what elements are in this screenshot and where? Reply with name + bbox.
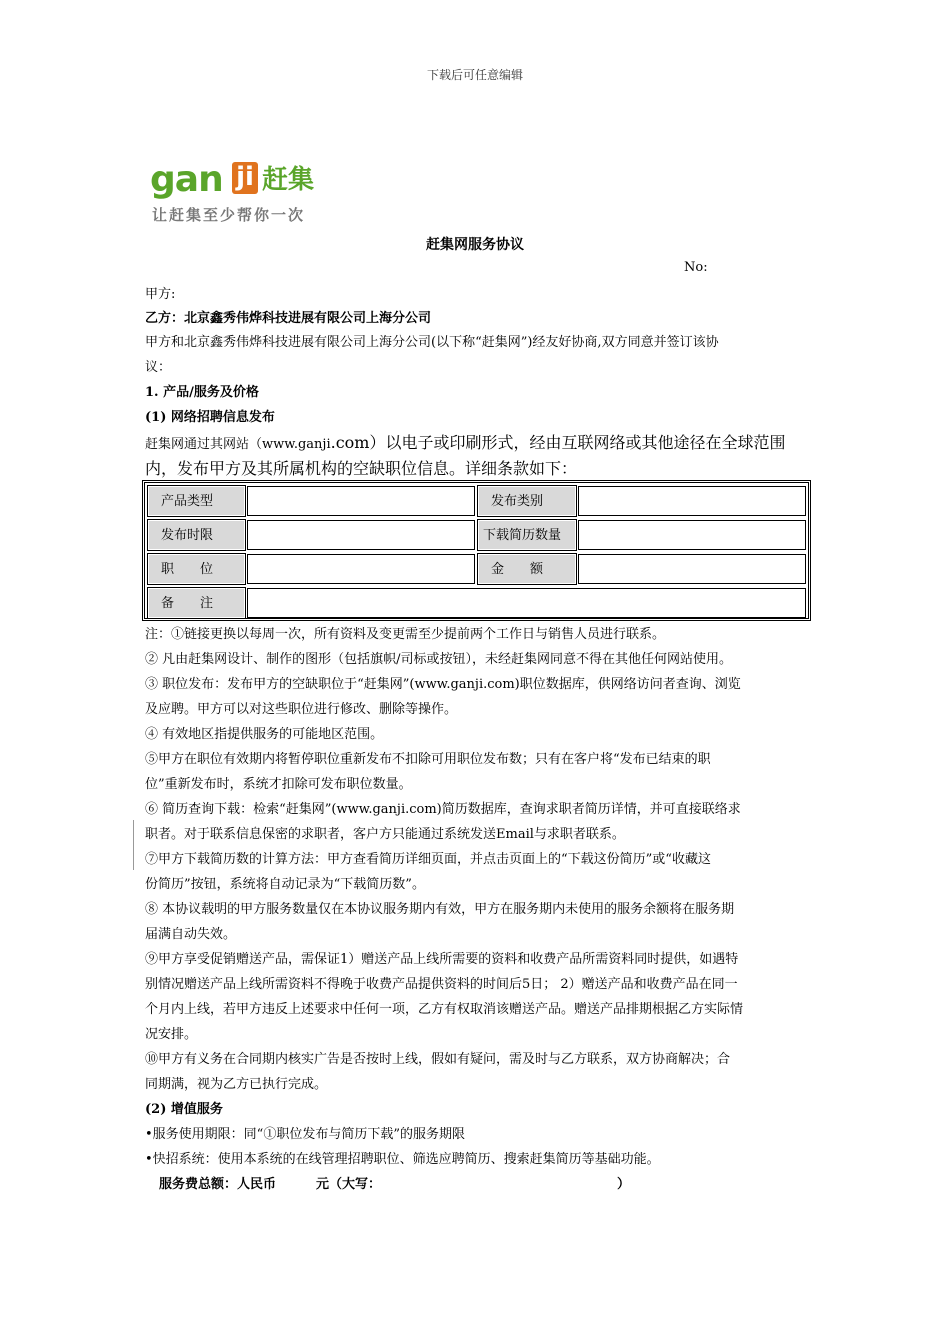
description-part-b: .com）以电子或印刷形式，经由互联网络或其他途径在全球范围 (330, 433, 786, 452)
logo-chinese: 赶集 (262, 165, 315, 195)
note-line: ⑩甲方有义务在合同期内核实广告是否按时上线，假如有疑问，需及时与乙方联系，双方协商解决；合 (145, 1052, 731, 1067)
input-publish-category[interactable] (578, 486, 806, 516)
note-line: 注：①链接更换以每周一次，所有资料及变更需至少提前两个工作日与销售人员进行联系。 (145, 627, 666, 642)
job-posting-table (142, 480, 811, 621)
note-line: ⑤甲方在职位有效期内将暂停职位重新发布不扣除可用职位发布数；只有在客户将“发布已结束的职 (145, 752, 711, 767)
logo-slogan: 让赶集至少帮你一次 (152, 206, 306, 224)
description-part-a: 赶集网通过其网站（www.ganji (145, 437, 331, 452)
input-publish-time[interactable] (247, 520, 475, 550)
intro-line-2: 议： (145, 360, 172, 375)
note-line: 职者。对于联系信息保密的求职者，客户方只能通过系统发送Email与求职者联系。 (145, 827, 625, 842)
intro-line-1: 甲方和北京鑫秀伟烨科技进展有限公司上海分公司(以下称“赶集网”)经友好协商,双方同意并签订该协 (145, 335, 719, 350)
document-title: 赶集网服务协议 (426, 237, 524, 253)
input-position[interactable] (247, 554, 475, 584)
section-2-heading: (2) 增值服务 (145, 1102, 223, 1117)
note-line: 届满自动失效。 (145, 927, 237, 942)
service-item: •快招系统：使用本系统的在线管理招聘职位、筛选应聘简历、搜索赶集简历等基础功能。 (145, 1152, 660, 1167)
logo-wordmark: gan (150, 159, 223, 200)
note-line: ② 凡由赶集网设计、制作的图形（包括旗帜/司标或按钮），未经赶集网同意不得在其他任何网站使用。 (145, 652, 733, 667)
fee-label: 服务费总额：人民币 (159, 1177, 277, 1192)
description-line-2: 内，发布甲方及其所属机构的空缺职位信息。详细条款如下： (145, 459, 578, 478)
margin-change-bar (133, 820, 134, 870)
label-product-type: 产品类型 (148, 486, 245, 516)
note-line: 份简历”按钮，系统将自动记录为“下载简历数”。 (145, 877, 425, 892)
note-line: 况安排。 (145, 1027, 198, 1042)
input-amount[interactable] (578, 554, 806, 584)
label-position: 职 位 (148, 554, 245, 584)
input-download-count[interactable] (578, 520, 806, 550)
page-header-note: 下载后可任意编辑 (426, 68, 523, 82)
label-download-count: 下载简历数量 (478, 520, 576, 550)
label-amount: 金 额 (478, 554, 576, 584)
ganji-logo (150, 160, 330, 225)
fee-total-line (145, 1172, 824, 1197)
party-b: 乙方：北京鑫秀伟烨科技进展有限公司上海分公司 (145, 311, 432, 326)
note-line: ③ 职位发布：发布甲方的空缺职位于“赶集网”(www.ganji.com)职位数据库，供网络访问者查询、浏览 (145, 677, 741, 692)
note-line: ⑨甲方享受促销赠送产品，需保证1）赠送产品上线所需要的资料和收费产品所需资料同时提供，如遇特 (145, 952, 739, 967)
notes-block (145, 622, 810, 1197)
label-publish-category: 发布类别 (478, 486, 576, 516)
note-line: 位”重新发布时，系统才扣除可发布职位数量。 (145, 777, 412, 792)
note-line: ⑧ 本协议载明的甲方服务数量仅在本协议服务期内有效，甲方在服务期内未使用的服务余额将在服务期 (145, 902, 735, 917)
note-line: ④ 有效地区指提供服务的可能地区范围。 (145, 727, 384, 742)
input-remark[interactable] (247, 588, 806, 618)
note-line: 别情况赠送产品上线所需资料不得晚于收费产品提供资料的时间后5日； 2）赠送产品和收费产品在同一 (145, 977, 738, 992)
note-line: ⑥ 简历查询下载：检索“赶集网”(www.ganji.com)简历数据库，查询求职者简历详情，并可直接联络求 (145, 802, 741, 817)
label-remark: 备 注 (148, 588, 245, 618)
fee-close: ） (617, 1177, 631, 1192)
note-line: 个月内上线，若甲方违反上述要求中任何一项，乙方有权取消该赠送产品。赠送产品排期根据乙方实际情 (145, 1002, 744, 1017)
section-1-heading: 1. 产品/服务及价格 (145, 385, 259, 400)
service-item: •服务使用期限：同“①职位发布与简历下载”的服务期限 (145, 1127, 465, 1142)
party-a: 甲方: (145, 287, 176, 302)
note-line: 同期满，视为乙方已执行完成。 (145, 1077, 328, 1092)
label-publish-time: 发布时限 (148, 520, 245, 550)
contract-number-label: No: (684, 260, 708, 275)
description-line-1 (145, 430, 810, 457)
logo-ji-badge: ji (232, 162, 258, 194)
input-product-type[interactable] (247, 486, 475, 516)
note-line: 及应聘。甲方可以对这些职位进行修改、删除等操作。 (145, 702, 458, 717)
fee-yuan: 元（大写： (316, 1177, 382, 1192)
note-line: ⑦甲方下载简历数的计算方法：甲方查看简历详细页面，并点击页面上的“下载这份简历”或“收藏这 (145, 852, 711, 867)
subsection-1-heading: (1) 网络招聘信息发布 (145, 410, 275, 425)
